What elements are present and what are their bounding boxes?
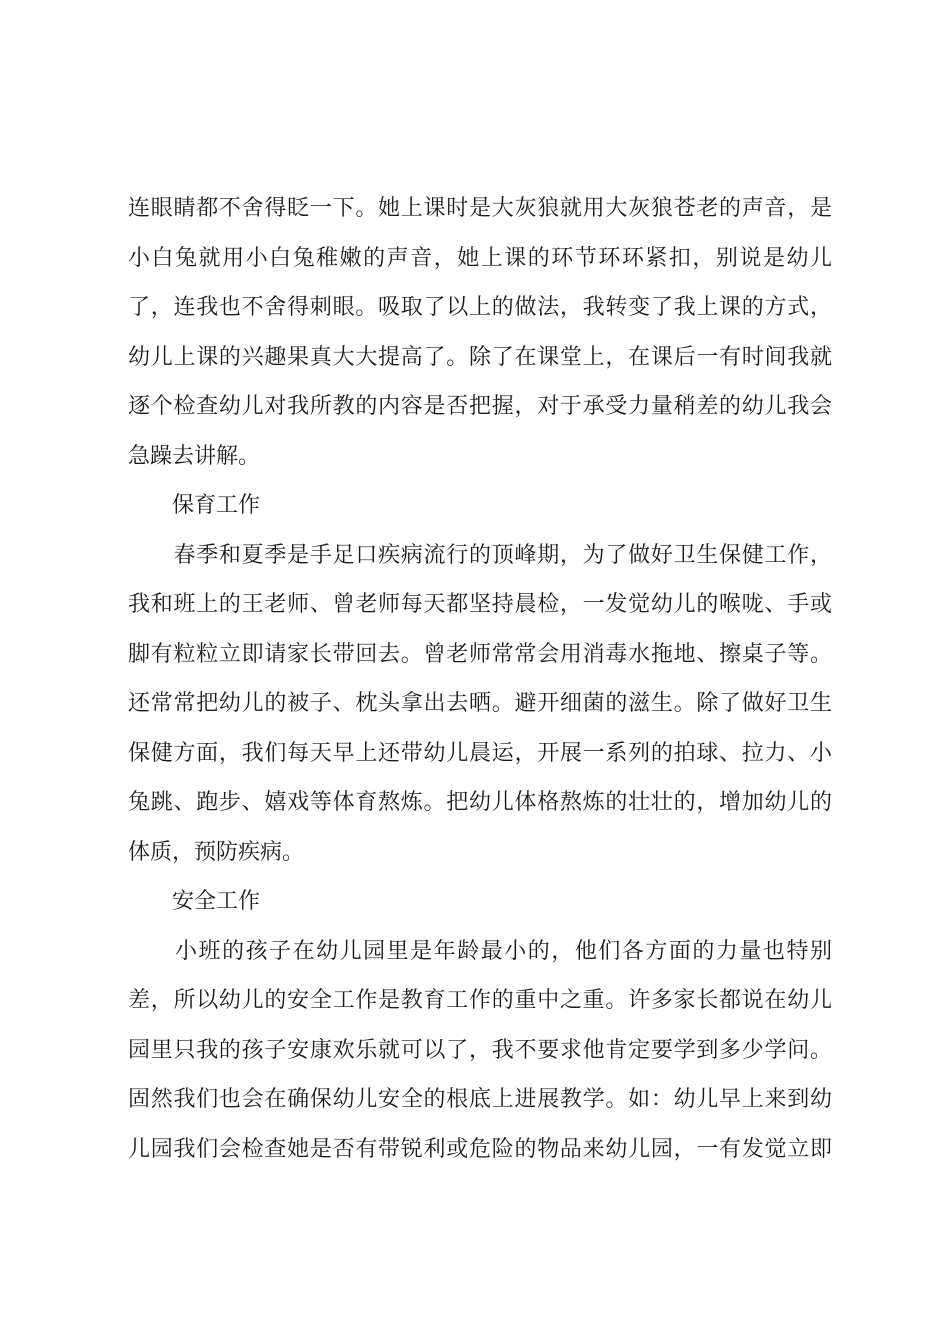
paragraph-end-line: 急躁去讲解。 — [128, 443, 261, 469]
text-line: 逐个检查幼儿对我所教的内容是否把握，对于承受力量稍差的幼儿我会 — [128, 394, 832, 419]
text-line: 幼儿上课的兴趣果真大大提高了。除了在课堂上，在课后一有时间我就 — [128, 344, 832, 370]
text-line: 园里只我的孩子安康欢乐就可以了，我不要求他肯定要学到多少学问。 — [128, 1037, 832, 1063]
text-line: 脚有粒粒立即请家长带回去。曾老师常常会用消毒水拖地、擦桌子等。 — [128, 641, 832, 667]
text-line: 我和班上的王老师、曾老师每天都坚持晨检，一发觉幼儿的喉咙、手或 — [128, 592, 832, 617]
text-line: 差，所以幼儿的安全工作是教育工作的重中之重。许多家长都说在幼儿 — [128, 988, 832, 1013]
text-line: 春季和夏季是手足口疾病流行的顶峰期，为了做好卫生保健工作， — [128, 542, 832, 568]
text-line: 连眼睛都不舍得眨一下。她上课时是大灰狼就用大灰狼苍老的声音，是 — [128, 196, 832, 221]
text-line: 小白兔就用小白兔稚嫩的声音，她上课的环节环环紧扣，别说是幼儿 — [128, 245, 832, 271]
body-text — [128, 184, 832, 1174]
section-heading-childcare: 保育工作 — [128, 493, 261, 518]
text-line: 兔跳、跑步、嬉戏等体育熬炼。把幼儿体格熬炼的壮壮的，增加幼儿的 — [128, 790, 832, 815]
text-line: 儿园我们会检查她是否有带锐利或危险的物品来幼儿园，一有发觉立即 — [128, 1136, 832, 1162]
text-line: 小班的孩子在幼儿园里是年龄最小的，他们各方面的力量也特别 — [128, 938, 832, 964]
text-line: 了，连我也不舍得刺眼。吸取了以上的做法，我转变了我上课的方式， — [128, 295, 832, 320]
section-heading-safety: 安全工作 — [128, 889, 261, 914]
text-line: 固然我们也会在确保幼儿安全的根底上进展教学。如：幼儿早上来到幼 — [128, 1087, 832, 1112]
text-line: 保健方面，我们每天早上还带幼儿晨运，开展一系列的拍球、拉力、小 — [128, 740, 832, 766]
text-line: 还常常把幼儿的被子、枕头拿出去晒。避开细菌的滋生。除了做好卫生 — [128, 691, 832, 716]
paragraph-end-line: 体质，预防疾病。 — [128, 839, 305, 865]
